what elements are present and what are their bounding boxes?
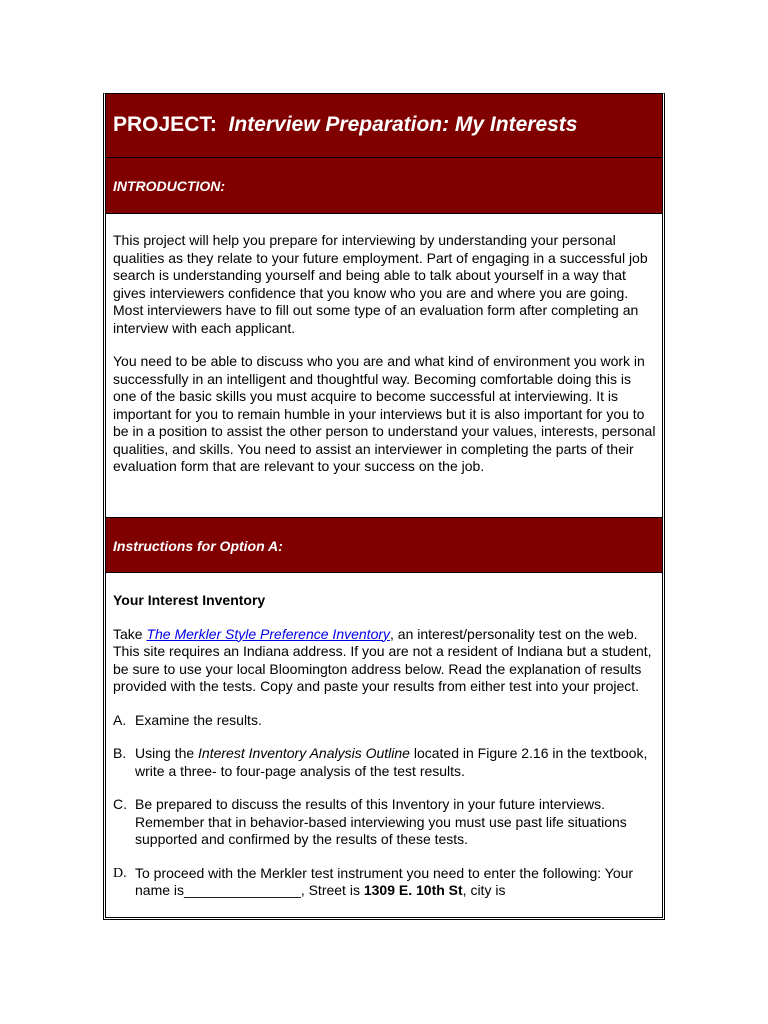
list-item — [113, 865, 656, 900]
introduction-paragraph-1: This project will help you prepare for interviewing by understanding your personal qualities as they relate to your future employment. Part of engaging in a successful job search is understanding yourself and being able to talk about yourself in a way that gives interviewers confidence that you know who you are and where you are going. Most interviewers have to fill out some type of an evaluation form after completing an interview with each applicant. — [113, 232, 648, 336]
list-item — [113, 745, 656, 780]
list-item-text-after: , city is — [462, 882, 506, 898]
list-item-text: Examine the results. — [135, 711, 262, 728]
list-item-text: Be prepared to discuss the results of this Inventory in your future interviews. Remember that in behavior-based interviewing you must use past life situations supported and confirmed by the results of these tests. — [135, 796, 627, 847]
instructions-heading — [106, 517, 662, 573]
list-marker: D. — [113, 865, 127, 881]
introduction-heading — [106, 158, 662, 214]
instruction-list — [113, 712, 656, 900]
project-title-prefix: PROJECT: — [113, 113, 217, 136]
introduction-paragraph-2: You need to be able to discuss who you are and what kind of environment you work in successfully in an intelligent and thoughtful way. Becoming comfortable doing this is one of the basic skills you must acquire to become successful at interviewing. It is important for you to remain humble in your interviews but it is also important for you to be in a position to assist the other person to understand your values, interests, personal qualities, and skills. You need to assist an interviewer in completing the parts of their evaluation form that are relevant to your success on the job. — [113, 353, 656, 474]
introduction-heading-text: INTRODUCTION: — [113, 178, 225, 194]
list-item — [113, 712, 656, 730]
list-item-text-before: To proceed with the Merkler test instrument you need to enter the following: Your name is_______________, Street is — [135, 864, 634, 898]
project-document — [103, 93, 665, 920]
list-marker: C. — [113, 796, 127, 812]
instructions-body — [106, 573, 662, 900]
instructions-heading-text: Instructions for Option A: — [113, 538, 283, 554]
project-title — [106, 94, 662, 158]
list-item-text-after: located in Figure 2.16 in the textbook, write a three- to four-page analysis of the test results. — [135, 745, 648, 779]
merkler-inventory-link[interactable]: The Merkler Style Preference Inventory — [146, 625, 391, 642]
interest-inventory-subheading: Your Interest Inventory — [113, 592, 266, 608]
list-item — [113, 796, 656, 849]
analysis-outline-title: Interest Inventory Analysis Outline — [198, 745, 410, 761]
list-marker: A. — [113, 711, 127, 728]
project-title-name: Interview Preparation: My Interests — [228, 113, 578, 136]
list-marker: B. — [113, 745, 127, 761]
introduction-body — [106, 214, 662, 517]
take-prefix: Take — [113, 625, 147, 642]
take-inventory-paragraph — [113, 626, 656, 696]
street-address: 1309 E. 10th St — [363, 882, 463, 898]
take-suffix: , an interest/personality test on the web. This site requires an Indiana address. If you are not a resident of Indiana but a student, be sure to use your local Bloomington address below. Read the explanation of results provided with the tests. Copy and paste your results from either test into your project. — [113, 625, 652, 694]
list-item-text-before: Using the — [135, 745, 199, 761]
